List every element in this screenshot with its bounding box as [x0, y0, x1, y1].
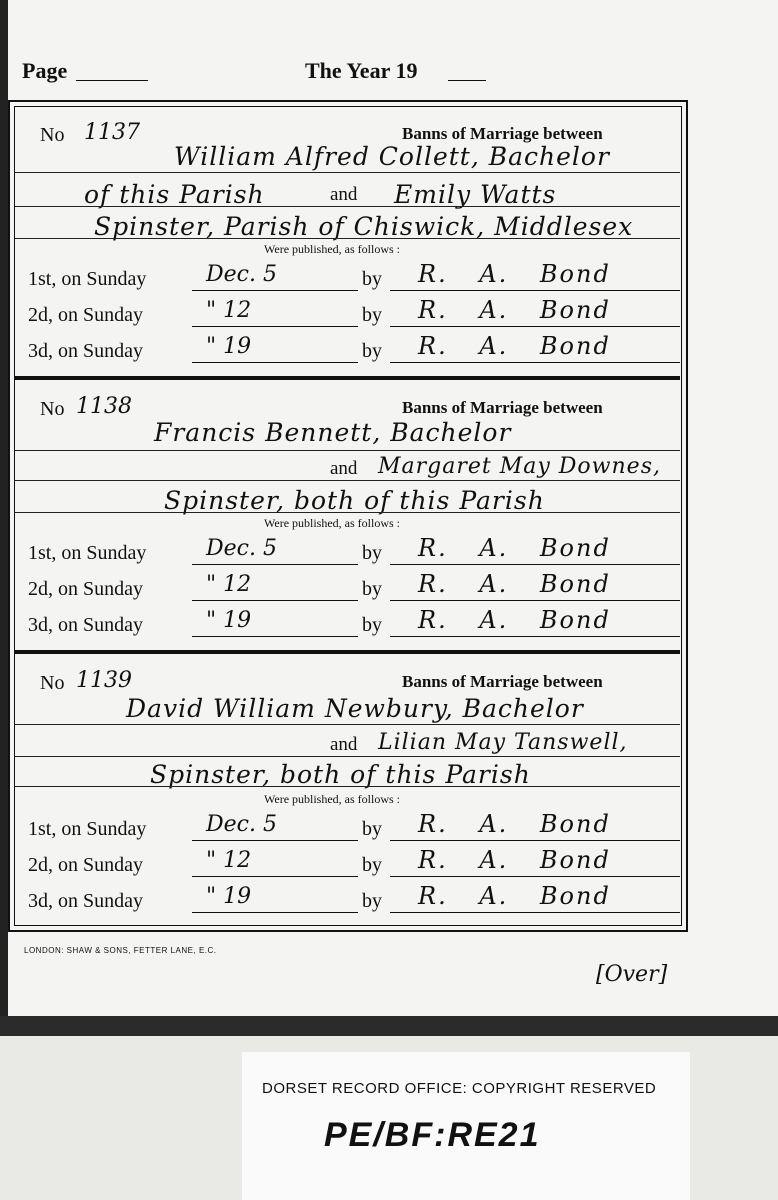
bride-parish: Spinster, both of this Parish [150, 760, 531, 789]
by-label: by [362, 340, 382, 362]
second-sunday-label: 2d, on Sunday [28, 578, 143, 600]
by-label: by [362, 304, 382, 326]
first-sunday-label: 1st, on Sunday [28, 268, 147, 290]
published-label: Were published, as follows : [264, 516, 401, 530]
third-sunday-date: " 19 [206, 884, 252, 909]
archive-copyright: DORSET RECORD OFFICE: COPYRIGHT RESERVED [262, 1080, 657, 1097]
second-sunday-label: 2d, on Sunday [28, 854, 143, 876]
page-number-blank [76, 80, 148, 81]
and-label: and [330, 458, 358, 479]
published-label: Were published, as follows : [264, 242, 401, 256]
first-sunday-label: 1st, on Sunday [28, 818, 147, 840]
second-sunday-label: 2d, on Sunday [28, 304, 143, 326]
by-label: by [362, 818, 382, 840]
archive-reference: PE/BF:RE21 [324, 1116, 541, 1154]
first-sunday-date: Dec. 5 [206, 536, 277, 561]
bride-name: Emily Watts [394, 180, 557, 209]
second-sunday-officiant: R. A. Bond [418, 570, 611, 598]
bride-parish: Spinster, Parish of Chiswick, Middlesex [94, 212, 634, 241]
bride-name: Lilian May Tanswell, [378, 730, 628, 755]
third-sunday-label: 3d, on Sunday [28, 614, 143, 636]
banns-entry-1138 [14, 382, 680, 652]
bride-name: Margaret May Downes, [378, 454, 661, 479]
by-label: by [362, 854, 382, 876]
banns-heading: Banns of Marriage between [402, 672, 603, 691]
banns-heading: Banns of Marriage between [402, 124, 603, 143]
by-label: by [362, 890, 382, 912]
groom-name: David William Newbury, Bachelor [126, 694, 584, 723]
backing-sheet [0, 1036, 778, 1200]
banns-heading: Banns of Marriage between [402, 398, 603, 417]
and-label: and [330, 734, 358, 755]
entry-number: 1138 [76, 394, 132, 419]
entry-divider [14, 376, 680, 380]
third-sunday-officiant: R. A. Bond [418, 332, 611, 360]
banns-entry-1137 [14, 108, 680, 378]
second-sunday-date: " 12 [206, 848, 252, 873]
entry-number: 1137 [84, 120, 140, 145]
year-label: The Year 19 [305, 58, 418, 83]
entry-number: 1139 [76, 668, 132, 693]
entry-number-label: No [40, 672, 65, 694]
groom-parish: of this Parish [84, 180, 265, 209]
page-label: Page [22, 58, 68, 83]
entry-divider [14, 650, 680, 654]
second-sunday-date: " 12 [206, 298, 252, 323]
book-spine-shadow [0, 1016, 778, 1038]
first-sunday-officiant: R. A. Bond [418, 534, 611, 562]
first-sunday-officiant: R. A. Bond [418, 810, 611, 838]
third-sunday-label: 3d, on Sunday [28, 340, 143, 362]
printer-imprint: LONDON: SHAW & SONS, FETTER LANE, E.C. [24, 946, 217, 955]
by-label: by [362, 614, 382, 636]
and-label: and [330, 184, 358, 205]
third-sunday-date: " 19 [206, 334, 252, 359]
published-label: Were published, as follows : [264, 792, 401, 806]
third-sunday-label: 3d, on Sunday [28, 890, 143, 912]
bride-parish: Spinster, both of this Parish [164, 486, 545, 515]
groom-name: Francis Bennett, Bachelor [154, 418, 512, 447]
archive-label [242, 1052, 690, 1200]
by-label: by [362, 268, 382, 290]
first-sunday-date: Dec. 5 [206, 262, 277, 287]
third-sunday-officiant: R. A. Bond [418, 606, 611, 634]
second-sunday-date: " 12 [206, 572, 252, 597]
year-blank [448, 80, 486, 81]
third-sunday-officiant: R. A. Bond [418, 882, 611, 910]
page-edge-shadow [0, 0, 8, 1030]
over-note: [Over] [596, 962, 668, 987]
first-sunday-officiant: R. A. Bond [418, 260, 611, 288]
banns-entry-1139 [14, 656, 680, 926]
first-sunday-date: Dec. 5 [206, 812, 277, 837]
entry-number-label: No [40, 124, 65, 146]
second-sunday-officiant: R. A. Bond [418, 296, 611, 324]
entry-number-label: No [40, 398, 65, 420]
by-label: by [362, 578, 382, 600]
second-sunday-officiant: R. A. Bond [418, 846, 611, 874]
third-sunday-date: " 19 [206, 608, 252, 633]
groom-name: William Alfred Collett, Bachelor [174, 142, 610, 171]
first-sunday-label: 1st, on Sunday [28, 542, 147, 564]
by-label: by [362, 542, 382, 564]
